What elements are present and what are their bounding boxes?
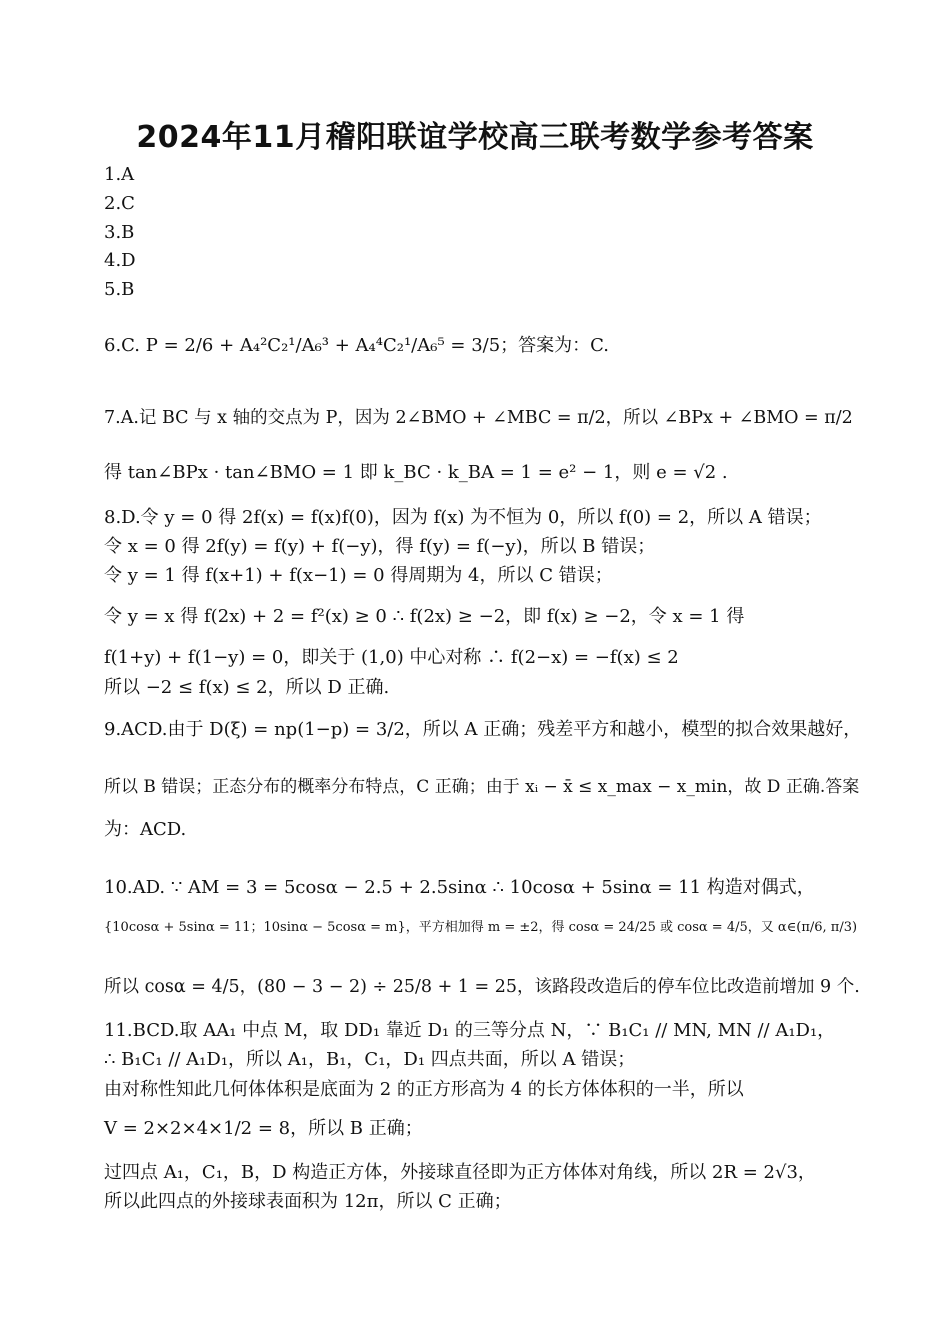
q9-line-3: 为：ACD. <box>104 819 187 840</box>
q7-line-1: 7.A.记 BC 与 x 轴的交点为 P，因为 2∠BMO + ∠MBC = π/2，所以 ∠BPx + ∠BMO = π/2 <box>104 408 853 428</box>
q11-line-6: 所以此四点的外接球表面积为 12π，所以 C 正确； <box>104 1191 512 1212</box>
q8-line-1: 8.D.令 y = 0 得 2f(x) = f(x)f(0)，因为 f(x) 为不恒为 0，所以 f(0) = 2，所以 A 错误； <box>104 507 822 528</box>
q8-line-5: f(1+y) + f(1−y) = 0，即关于 (1,0) 中心对称 ∴ f(2−x) = −f(x) ≤ 2 <box>104 647 679 668</box>
answer-1: 1.A <box>104 164 135 185</box>
q11-line-5: 过四点 A₁，C₁，B，D 构造正方体，外接球直径即为正方体体对角线，所以 2R = 2√3， <box>104 1162 816 1183</box>
q10-line-1: 10.AD. ∵ AM = 3 = 5cosα − 2.5 + 2.5sinα ∴ 10cosα + 5sinα = 11 构造对偶式， <box>104 877 815 898</box>
q11-line-2: ∴ B₁C₁ // A₁D₁，所以 A₁，B₁，C₁，D₁ 四点共面，所以 A 错误； <box>104 1049 636 1070</box>
answer-4: 4.D <box>104 250 136 271</box>
answer-3: 3.B <box>104 222 135 243</box>
q11-line-1: 11.BCD.取 AA₁ 中点 M，取 DD₁ 靠近 D₁ 的三等分点 N，∵ B₁C₁ // MN, MN // A₁D₁， <box>104 1020 836 1041</box>
q11-line-3: 由对称性知此几何体体积是底面为 2 的正方形高为 4 的长方体体积的一半，所以 <box>104 1079 744 1100</box>
q10-line-2: {10cosα + 5sinα = 11；10sinα − 5cosα = m}，平方相加得 m = ±2，得 cosα = 24/25 或 cosα = 4/5，又 α∈(π/6, π/3) <box>104 920 858 935</box>
page-title: 2024年11月稽阳联谊学校高三联考数学参考答案 <box>136 120 814 155</box>
answer-2: 2.C <box>104 193 135 214</box>
q6-line-1: 6.C. P = 2/6 + A₄²C₂¹/A₆³ + A₄⁴C₂¹/A₆⁵ = 3/5；答案为：C. <box>104 335 610 356</box>
q9-line-2: 所以 B 错误；正态分布的概率分布特点，C 正确；由于 xᵢ − x̄ ≤ x_max − x_min，故 D 正确.答案 <box>104 777 860 797</box>
answer-5: 5.B <box>104 279 135 300</box>
q8-line-4: 令 y = x 得 f(2x) + 2 = f²(x) ≥ 0 ∴ f(2x) ≥ −2，即 f(x) ≥ −2，令 x = 1 得 <box>104 606 745 627</box>
q8-line-2: 令 x = 0 得 2f(y) = f(y) + f(−y)，得 f(y) = f(−y)，所以 B 错误； <box>104 536 656 557</box>
q8-line-3: 令 y = 1 得 f(x+1) + f(x−1) = 0 得周期为 4，所以 C 错误； <box>104 565 613 586</box>
q11-line-4: V = 2×2×4×1/2 = 8，所以 B 正确； <box>104 1118 423 1139</box>
q10-line-3: 所以 cosα = 4/5，(80 − 3 − 2) ÷ 25/8 + 1 = 25，该路段改造后的停车位比改造前增加 9 个. <box>104 977 860 997</box>
q9-line-1: 9.ACD.由于 D(ξ) = np(1−p) = 3/2，所以 A 正确；残差平方和越小，模型的拟合效果越好， <box>104 719 862 740</box>
q7-line-2: 得 tan∠BPx · tan∠BMO = 1 即 k_BC · k_BA = 1 = e² − 1，则 e = √2 . <box>104 462 728 483</box>
q8-line-6: 所以 −2 ≤ f(x) ≤ 2，所以 D 正确. <box>104 677 390 698</box>
